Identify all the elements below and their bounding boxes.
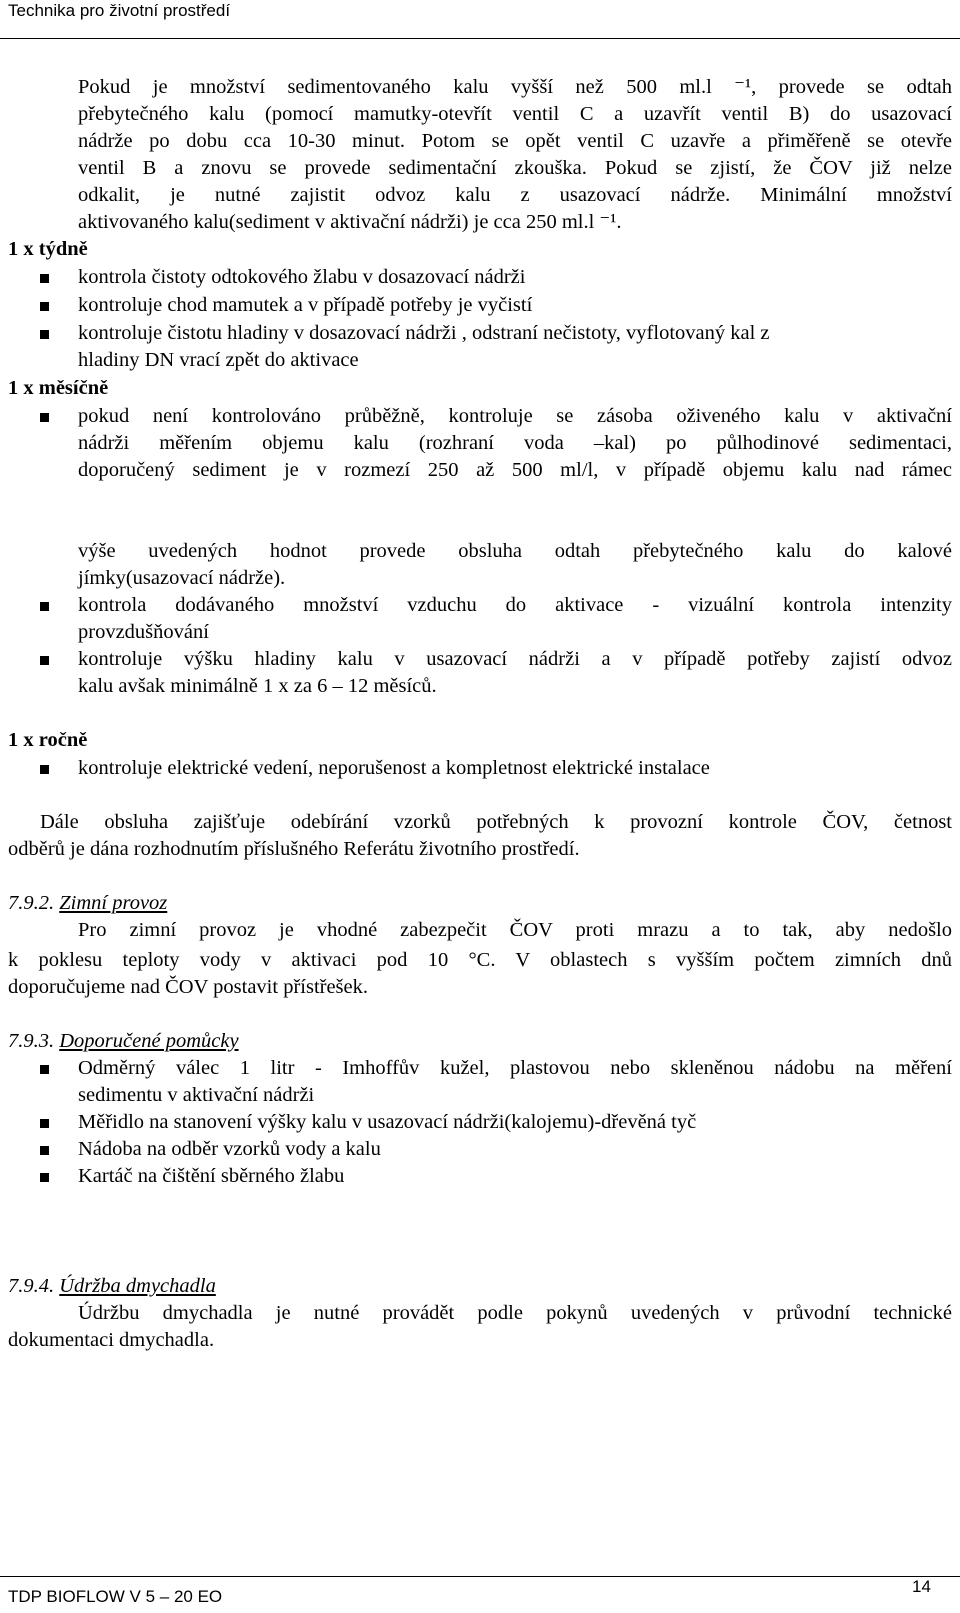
list-item-continuation: výše uvedených hodnot provede obsluha odtah přebytečného kalu do kalové	[78, 540, 952, 562]
paragraph-line: Údržbu dmychadla je nutné provádět podle pokynů uvedených v průvodní technické	[78, 1302, 952, 1324]
bullet-icon	[40, 274, 49, 283]
list-item: Odměrný válec 1 litr - Imhoffův kužel, plastovou nebo skleněnou nádobu na měření	[78, 1057, 952, 1079]
intro-line: nádrže po dobu cca 10-30 minut. Potom se opět ventil C uzavře a přiměřeně se otevře	[78, 130, 952, 152]
list-item-continuation: hladiny DN vrací zpět do aktivace	[78, 349, 359, 371]
bullet-icon	[40, 765, 49, 774]
section-heading	[8, 893, 167, 914]
paragraph-line: dokumentaci dmychadla.	[8, 1329, 215, 1351]
list-item-continuation: doporučený sediment je v rozmezí 250 až 500 ml/l, v případě objemu kalu nad rámec	[78, 459, 952, 481]
paragraph-line: doporučujeme nad ČOV postavit přístřešek.	[8, 976, 369, 998]
running-header: Technika pro životní prostředí	[8, 1, 231, 20]
list-item: pokud není kontrolováno průběžně, kontroluje se zásoba oživeného kalu v aktivační	[78, 405, 952, 427]
paragraph-line: odběrů je dána rozhodnutím příslušného Referátu životního prostředí.	[8, 838, 580, 860]
section-title: Zimní provoz	[59, 892, 168, 914]
section-title: Údržba dmychadla	[59, 1275, 216, 1297]
intro-line: ventil B a znovu se provede sedimentační zkouška. Pokud se zjistí, že ČOV již nelze	[78, 157, 952, 179]
list-item-continuation: provzdušňování	[78, 621, 209, 643]
intro-line: odkalit, je nutné zajistit odvoz kalu z usazovací nádrže. Minimální množství	[78, 184, 952, 206]
list-item: kontrola čistoty odtokového žlabu v dosazovací nádrži	[78, 266, 526, 288]
list-item: kontroluje chod mamutek a v případě potřeby je vyčistí	[78, 294, 533, 316]
list-item-continuation: kalu avšak minimálně 1 x za 6 – 12 měsíců.	[78, 675, 437, 697]
footer-document-id: TDP BIOFLOW V 5 – 20 EO	[8, 1587, 223, 1606]
list-item-continuation: nádrži měřením objemu kalu (rozhraní voda –kal) po půlhodinové sedimentaci,	[78, 432, 952, 454]
list-item: Kartáč na čištění sběrného žlabu	[78, 1165, 345, 1187]
list-item: kontroluje čistotu hladiny v dosazovací nádrži , odstraní nečistoty, vyflotovaný kal z	[78, 322, 770, 344]
yearly-heading: 1 x ročně	[8, 729, 88, 751]
list-item: Nádoba na odběr vzorků vody a kalu	[78, 1138, 381, 1160]
paragraph-line: Pro zimní provoz je vhodné zabezpečit ČOV proti mrazu a to tak, aby nedošlo	[78, 919, 952, 941]
list-item: kontrola dodávaného množství vzduchu do aktivace - vizuální kontrola intenzity	[78, 594, 952, 616]
section-number: 7.9.4.	[8, 1275, 55, 1297]
bullet-icon	[40, 302, 49, 311]
bullet-icon	[40, 1173, 49, 1182]
section-number: 7.9.3.	[8, 1030, 55, 1052]
footer-rule	[0, 1576, 960, 1577]
list-item: Měřidlo na stanovení výšky kalu v usazovací nádrži(kalojemu)-dřevěná tyč	[78, 1111, 697, 1133]
paragraph-line: k poklesu teploty vody v aktivaci pod 10 °C. V oblastech s vyšším počtem zimních dnů	[8, 949, 952, 971]
section-heading	[8, 1276, 216, 1297]
bullet-icon	[40, 656, 49, 665]
monthly-heading: 1 x měsíčně	[8, 377, 109, 399]
bullet-icon	[40, 1065, 49, 1074]
intro-line: přebytečného kalu (pomocí mamutky-otevřít ventil C a uzavřít ventil B) do usazovací	[78, 103, 952, 125]
header-rule	[0, 38, 960, 39]
page-number: 14	[912, 1577, 931, 1596]
weekly-heading: 1 x týdně	[8, 238, 88, 260]
paragraph-line: Dále obsluha zajišťuje odebírání vzorků potřebných k provozní kontrole ČOV, četnost	[40, 811, 952, 833]
section-number: 7.9.2.	[8, 892, 55, 914]
list-item-continuation: jímky(usazovací nádrže).	[78, 567, 286, 589]
bullet-icon	[40, 1119, 49, 1128]
bullet-icon	[40, 330, 49, 339]
bullet-icon	[40, 1146, 49, 1155]
bullet-icon	[40, 602, 49, 611]
list-item-continuation: sedimentu v aktivační nádrži	[78, 1084, 315, 1106]
bullet-icon	[40, 413, 49, 422]
intro-line: aktivovaného kalu(sediment v aktivační nádrži) je cca 250 ml.l ⁻¹.	[78, 211, 622, 233]
list-item: kontroluje výšku hladiny kalu v usazovací nádrži a v případě potřeby zajistí odvoz	[78, 648, 952, 670]
section-title: Doporučené pomůcky	[59, 1030, 239, 1052]
section-heading	[8, 1031, 239, 1052]
intro-line: Pokud je množství sedimentovaného kalu vyšší než 500 ml.l ⁻¹, provede se odtah	[78, 76, 952, 98]
list-item: kontroluje elektrické vedení, neporušenost a kompletnost elektrické instalace	[78, 757, 710, 779]
